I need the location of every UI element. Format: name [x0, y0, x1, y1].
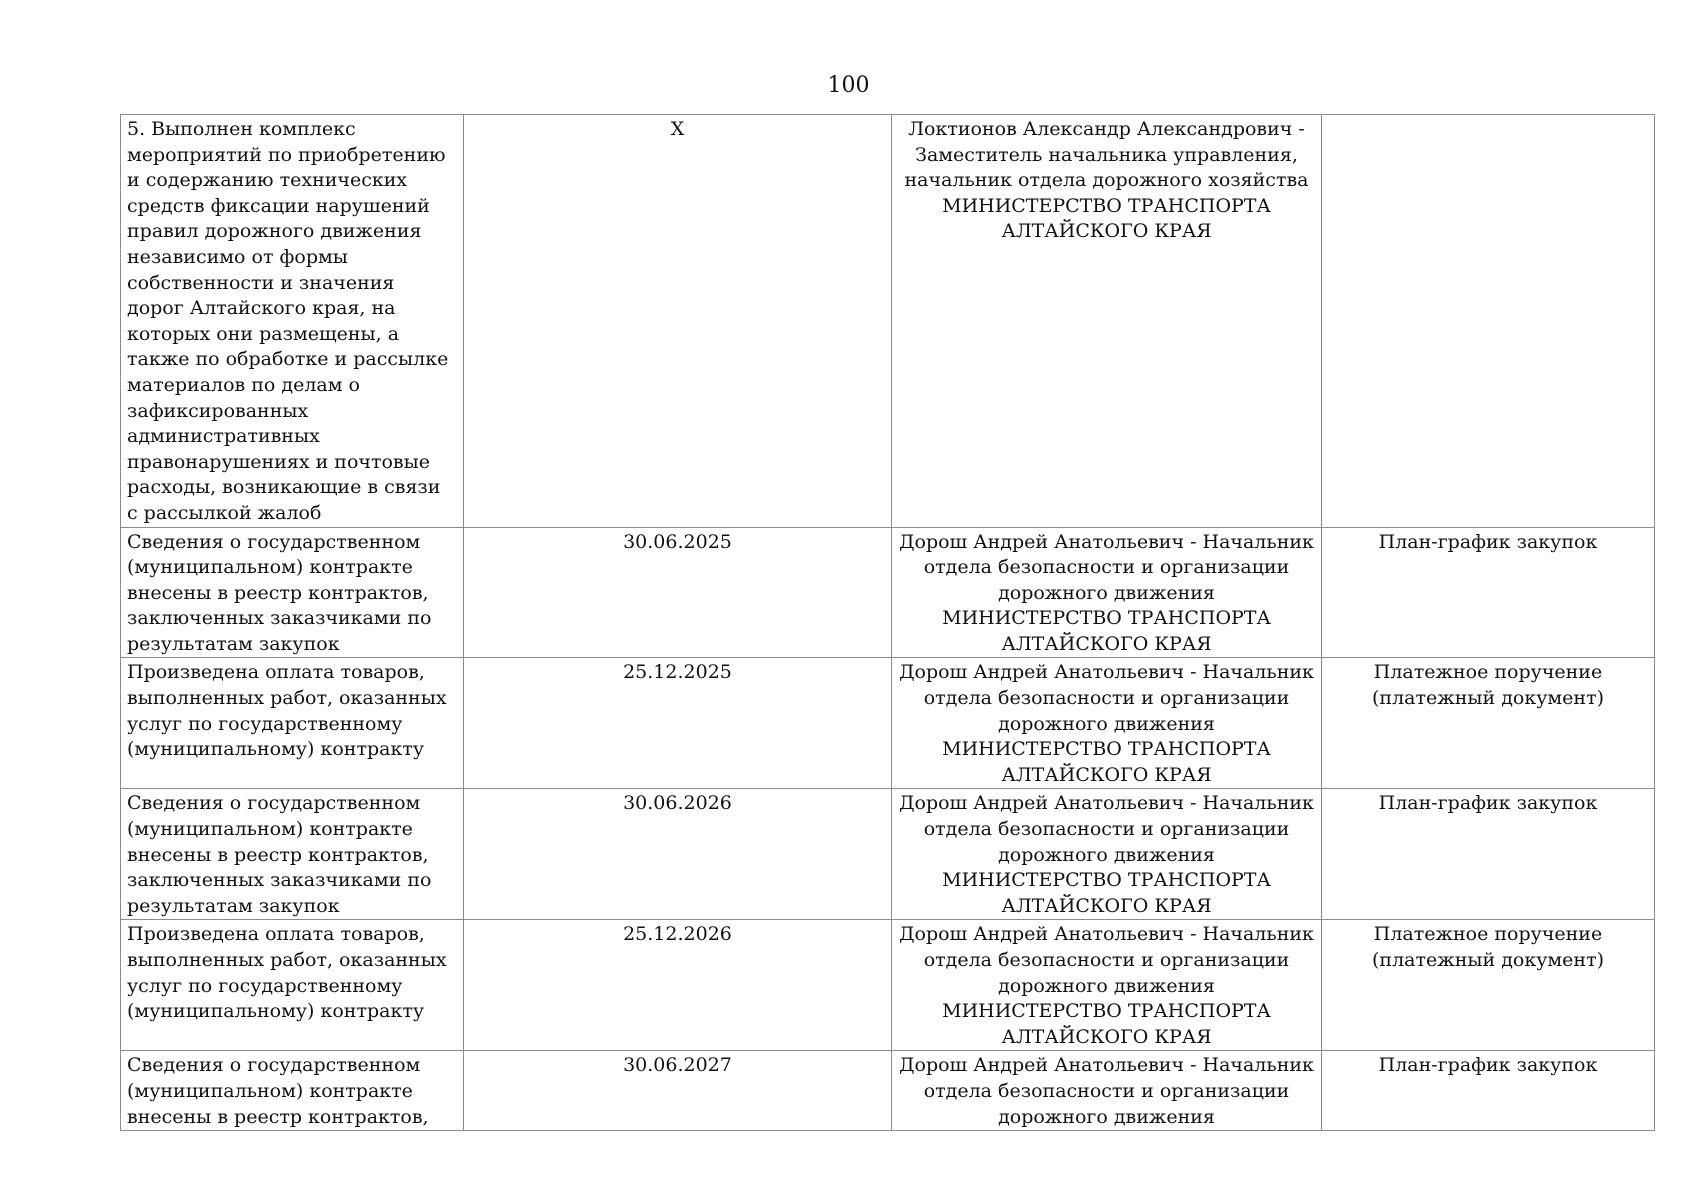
deadline-date-cell: 25.12.2025: [464, 658, 892, 789]
responsible-cell: [892, 1051, 1322, 1131]
table-row: [121, 527, 1655, 658]
deadline-date-cell: 30.06.2025: [464, 527, 892, 658]
table-row: [121, 789, 1655, 920]
deadline-date-cell: 25.12.2026: [464, 920, 892, 1051]
table-row: [121, 115, 1655, 528]
confirming-document-cell: План-график закупок: [1322, 527, 1655, 658]
event-description-cell: Сведения о государственном (муниципальном) контракте внесены в реестр контрактов, заключенных заказчиками по результатам закупок: [121, 789, 464, 920]
responsible-organization: МИНИСТЕРСТВО ТРАНСПОРТА АЛТАЙСКОГО КРАЯ: [942, 194, 1271, 243]
event-description-cell: Произведена оплата товаров, выполненных работ, оказанных услуг по государственному (муниципальному) контракту: [121, 920, 464, 1051]
responsible-person: Дорош Андрей Анатольевич - Начальник отдела безопасности и организации дорожного движения: [899, 1054, 1314, 1128]
responsible-organization: МИНИСТЕРСТВО ТРАНСПОРТА АЛТАЙСКОГО КРАЯ: [942, 738, 1271, 786]
responsible-cell: [892, 527, 1322, 658]
responsible-cell: [892, 658, 1322, 789]
responsible-organization: МИНИСТЕРСТВО ТРАНСПОРТА АЛТАЙСКОГО КРАЯ: [942, 869, 1271, 917]
responsible-cell: [892, 920, 1322, 1051]
deadline-date-cell: 30.06.2027: [464, 1051, 892, 1131]
table-row: [121, 1051, 1655, 1131]
responsible-organization: МИНИСТЕРСТВО ТРАНСПОРТА АЛТАЙСКОГО КРАЯ: [942, 607, 1271, 655]
deadline-date-cell: X: [464, 115, 892, 528]
confirming-document-cell: [1322, 115, 1655, 528]
confirming-document-cell: Платежное поручение (платежный документ): [1322, 920, 1655, 1051]
responsible-person: Дорош Андрей Анатольевич - Начальник отдела безопасности и организации дорожного движения: [899, 792, 1314, 866]
page-number: 100: [827, 73, 870, 98]
table-row: [121, 920, 1655, 1051]
responsible-cell: [892, 789, 1322, 920]
event-description-cell: Сведения о государственном (муниципальном) контракте внесены в реестр контрактов,: [121, 1051, 464, 1131]
responsible-organization: МИНИСТЕРСТВО ТРАНСПОРТА АЛТАЙСКОГО КРАЯ: [942, 1000, 1271, 1048]
confirming-document-cell: План-график закупок: [1322, 1051, 1655, 1131]
responsible-person: Дорош Андрей Анатольевич - Начальник отдела безопасности и организации дорожного движения: [899, 530, 1314, 604]
deadline-date-cell: 30.06.2026: [464, 789, 892, 920]
control-points-table: [120, 114, 1655, 1131]
responsible-person: Локтионов Александр Александрович - Заместитель начальника управления, начальник отдела дорожного хозяйства: [904, 118, 1309, 192]
responsible-cell: [892, 115, 1322, 528]
responsible-person: Дорош Андрей Анатольевич - Начальник отдела безопасности и организации дорожного движения: [899, 661, 1314, 735]
confirming-document-cell: Платежное поручение (платежный документ): [1322, 658, 1655, 789]
table-row: [121, 658, 1655, 789]
event-description-cell: 5. Выполнен комплекс мероприятий по приобретению и содержанию технических средств фиксации нарушений правил дорожного движения независимо от формы собственности и значения дорог Алтайского края, на которых они размещены, а также по обработке и рассылке материалов по делам о зафиксированных административных правонарушениях и почтовые расходы, возникающие в связи с рассылкой жалоб: [121, 115, 464, 528]
confirming-document-cell: План-график закупок: [1322, 789, 1655, 920]
responsible-person: Дорош Андрей Анатольевич - Начальник отдела безопасности и организации дорожного движения: [899, 923, 1314, 997]
event-description-cell: Сведения о государственном (муниципальном) контракте внесены в реестр контрактов, заключенных заказчиками по результатам закупок: [121, 527, 464, 658]
event-description-cell: Произведена оплата товаров, выполненных работ, оказанных услуг по государственному (муниципальному) контракту: [121, 658, 464, 789]
